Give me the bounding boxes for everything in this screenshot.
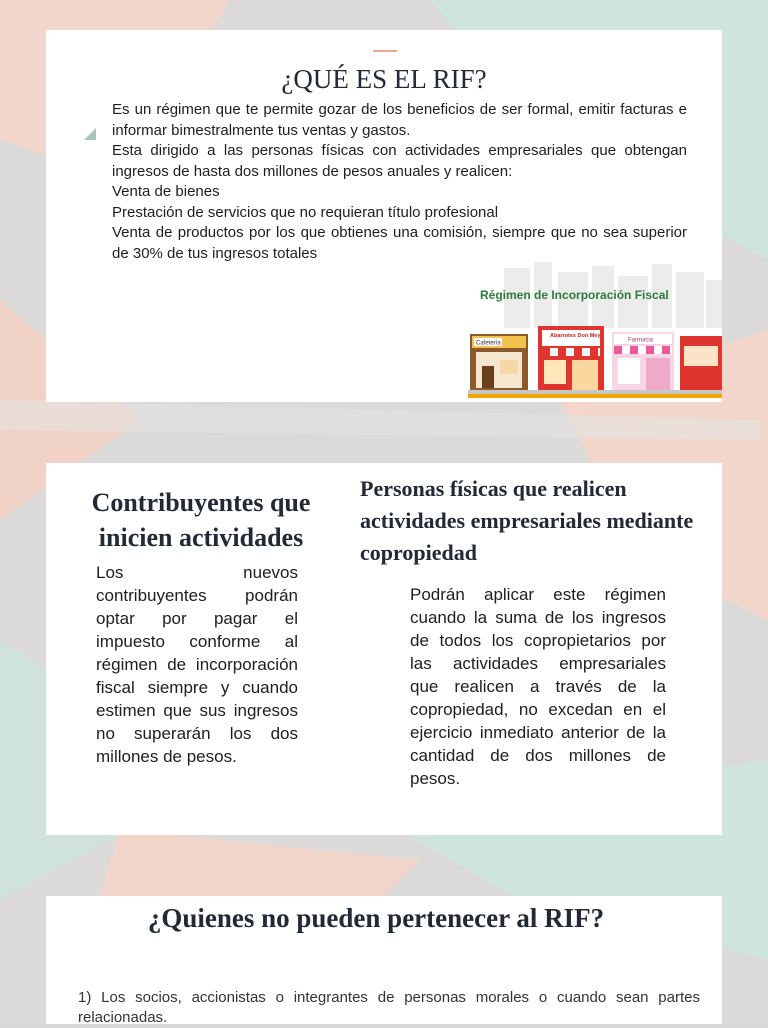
slide3-title: ¿Quienes no pueden pertenecer al RIF? <box>147 903 605 933</box>
slide-what-is-rif <box>46 30 722 402</box>
paragraph: Esta dirigido a las personas físicas con actividades empresariales que obtengan ingresos de hasta dos millones de pesos anuales y realicen: <box>112 142 687 180</box>
rif-illustration <box>468 262 722 398</box>
triangle-bullet-icon <box>84 128 96 140</box>
right-heading: Personas físicas que realicen actividades empresariales mediante copropiedad <box>360 476 694 565</box>
paragraph: Es un régimen que te permite gozar de los beneficios de ser formal, emitir facturas e informar bimestralmente tus ventas y gastos. <box>112 101 687 139</box>
right-paragraph: Podrán aplicar este régimen cuando la suma de los ingresos de todos los copropietarios por las actividades empresariales que realicen a través de la copropiedad, no excedan en el ejercicio inmediato anterior de la cantidad de dos millones de pesos. <box>410 585 666 788</box>
shop-sign-abarrotes: Abarrotes Don Mey <box>550 333 601 339</box>
slide1-title: ¿QUÉ ES EL RIF? <box>281 64 487 94</box>
paragraph: Venta de productos por los que obtienes una comisión, siempre que no sea superior de 30% de tus ingresos totales <box>112 224 687 262</box>
slide-who-cannot-join <box>46 896 722 1024</box>
storefront-illustration <box>468 262 722 398</box>
shop-sign-farmacia: Farmacia <box>628 337 654 344</box>
paragraph: Prestación de servicios que no requieran título profesional <box>112 203 499 221</box>
list-item: 1) Los socios, accionistas o integrantes de personas morales o cuando sean partes relacionadas. <box>78 989 700 1026</box>
left-heading: Contribuyentes que inicien actividades <box>91 488 311 552</box>
slide1-paragraphs <box>112 100 687 264</box>
slide-who-can-join <box>46 463 722 835</box>
accent-line <box>373 50 397 52</box>
shop-sign-cafeteria: Cafetería <box>476 340 501 347</box>
illustration-caption: Régimen de Incorporación Fiscal <box>480 288 669 302</box>
left-paragraph: Los nuevos contribuyentes podrán optar por pagar el impuesto conforme al régimen de incorporación fiscal siempre y cuando estimen que sus ingresos no superarán los dos millones de pesos. <box>96 563 298 766</box>
paragraph: Venta de bienes <box>112 183 220 200</box>
